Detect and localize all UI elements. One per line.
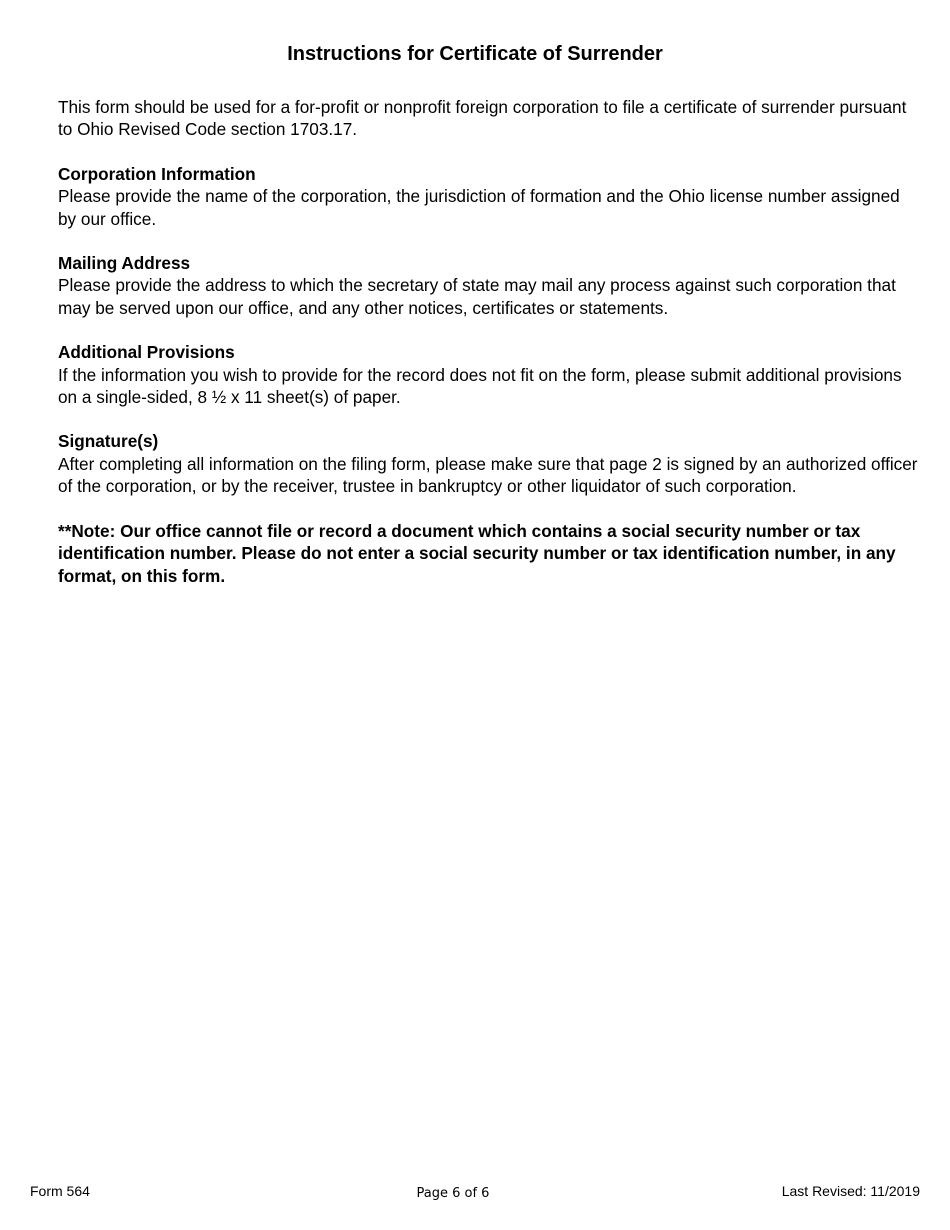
page-title: Instructions for Certificate of Surrender xyxy=(287,43,663,65)
form-number: Form 564 xyxy=(30,1183,90,1199)
section-body: After completing all information on the filing form, please make sure that page 2 is signed by an authorized officer of the corporation, or by the receiver, trustee in bankruptcy or other liquidator of such corporation. xyxy=(58,453,918,497)
section-body: If the information you wish to provide for the record does not fit on the form, please submit additional provisions on a single-sided, 8 ½ x 11 sheet(s) of paper. xyxy=(58,364,902,408)
instructions-body xyxy=(58,96,918,587)
section-additional-provisions xyxy=(58,341,918,408)
ssn-warning-note: **Note: Our office cannot file or record a document which contains a social security number or tax identification number. Please do not enter a social security number or tax identification number, in any format, on this form. xyxy=(58,520,896,586)
section-body: Please provide the name of the corporation, the jurisdiction of formation and the Ohio license number assigned by our office. xyxy=(58,186,900,229)
section-heading: Corporation Information xyxy=(58,163,256,184)
section-heading: Signature(s) xyxy=(58,431,159,452)
section-body: Please provide the address to which the secretary of state may mail any process against such corporation that may be served upon our office, and any other notices, certificates or statements. xyxy=(58,275,896,318)
section-heading: Mailing Address xyxy=(58,253,191,274)
intro-paragraph: This form should be used for a for-profit or nonprofit foreign corporation to file a certificate of surrender pursuant to Ohio Revised Code section 1703.17. xyxy=(58,97,907,140)
last-revised-date: Last Revised: 11/2019 xyxy=(781,1183,920,1199)
section-heading: Additional Provisions xyxy=(58,342,235,363)
section-signatures xyxy=(58,430,918,497)
section-mailing-address xyxy=(58,252,918,319)
section-corporation-information xyxy=(58,163,918,230)
page-number: Page 6 of 6 xyxy=(416,1186,490,1201)
